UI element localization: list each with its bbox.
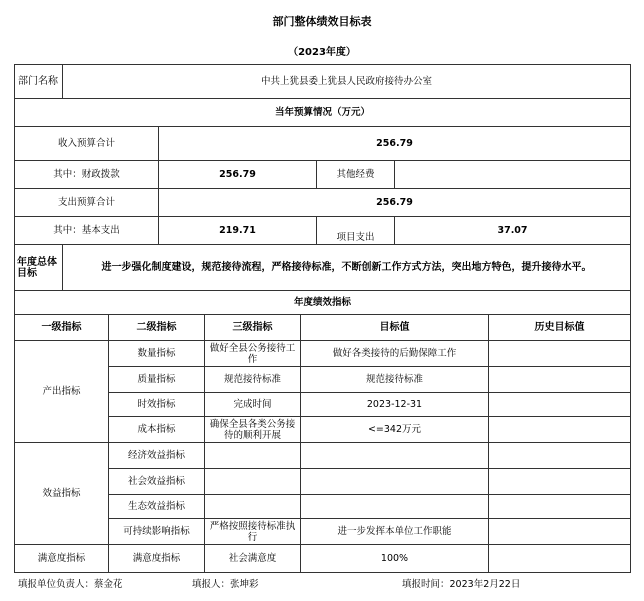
target-cell [301, 443, 489, 469]
footer-filler [192, 578, 259, 592]
expense-breakdown-row [15, 217, 631, 245]
budget-heading-row [15, 99, 631, 127]
annual-goal-text: 进一步强化制度建设，规范接待流程，严格接待标准，不断创新工作方式方法，突出地方特色，提升接待水平。 [63, 245, 631, 291]
target-cell: 2023-12-31 [301, 393, 489, 417]
level3-cell: 社会满意度 [205, 545, 301, 573]
indicators-heading-row [15, 291, 631, 315]
footer-fill-date-value: 2023年2月22日 [449, 579, 521, 590]
level2-cell: 质量指标 [109, 367, 205, 393]
target-cell [301, 495, 489, 519]
header-level1: 一级指标 [15, 315, 109, 341]
level2-cell: 可持续影响指标 [109, 519, 205, 545]
expense-total-value: 256.79 [159, 189, 631, 217]
header-level2: 二级指标 [109, 315, 205, 341]
level3-cell: 规范接待标准 [205, 367, 301, 393]
level3-cell [205, 469, 301, 495]
level3-cell [205, 495, 301, 519]
income-total-row [15, 127, 631, 161]
level2-cell: 生态效益指标 [109, 495, 205, 519]
header-level3: 三级指标 [205, 315, 301, 341]
other-funds-label: 其他经费 [317, 161, 395, 189]
form-year: （2023年度） [288, 47, 356, 58]
footer-fill-date-label: 填报时间： [402, 579, 450, 590]
history-cell [489, 443, 631, 469]
level1-output: 产出指标 [15, 341, 109, 443]
history-cell [489, 469, 631, 495]
expense-total-row [15, 189, 631, 217]
level2-cell: 满意度指标 [109, 545, 205, 573]
footer-unit-leader-label: 填报单位负责人： [18, 579, 95, 590]
fiscal-allocation-label: 其中：财政拨款 [15, 161, 159, 189]
table-row [15, 545, 631, 573]
level3-cell: 完成时间 [205, 393, 301, 417]
target-cell [301, 469, 489, 495]
level2-cell: 数量指标 [109, 341, 205, 367]
target-cell: 进一步发挥本单位工作职能 [301, 519, 489, 545]
fiscal-allocation-row [15, 161, 631, 189]
level3-cell: 严格按照接待标准执行 [205, 519, 301, 545]
indicators-header-row [15, 315, 631, 341]
header-history: 历史目标值 [489, 315, 631, 341]
department-row [15, 65, 631, 99]
annual-goal-label: 年度总体目标 [15, 245, 63, 291]
header-target: 目标值 [301, 315, 489, 341]
level1-benefit: 效益指标 [15, 443, 109, 545]
footer-unit-leader [18, 578, 123, 592]
expense-total-label: 支出预算合计 [15, 189, 159, 217]
annual-goal-row [15, 245, 631, 291]
level2-cell: 经济效益指标 [109, 443, 205, 469]
level3-cell: 做好全县公务接待工作 [205, 341, 301, 367]
history-cell [489, 417, 631, 443]
history-cell [489, 367, 631, 393]
level3-cell: 确保全县各类公务接待的顺利开展 [205, 417, 301, 443]
level2-cell: 成本指标 [109, 417, 205, 443]
history-cell [489, 393, 631, 417]
target-cell: <=342万元 [301, 417, 489, 443]
level3-cell [205, 443, 301, 469]
indicators-heading: 年度绩效指标 [15, 291, 631, 315]
income-total-value: 256.79 [159, 127, 631, 161]
performance-target-table [14, 64, 631, 573]
income-total-label: 收入预算合计 [15, 127, 159, 161]
table-row [15, 443, 631, 469]
form-footer [0, 578, 644, 592]
budget-heading: 当年预算情况（万元） [15, 99, 631, 127]
level2-cell: 社会效益指标 [109, 469, 205, 495]
target-cell: 规范接待标准 [301, 367, 489, 393]
table-body [15, 65, 631, 573]
history-cell [489, 519, 631, 545]
footer-filler-label: 填报人： [192, 579, 231, 590]
history-cell [489, 545, 631, 573]
level2-cell: 时效指标 [109, 393, 205, 417]
target-cell: 做好各类接待的后勤保障工作 [301, 341, 489, 367]
table-row [15, 341, 631, 367]
other-funds-value [395, 161, 631, 189]
project-expense-label: 项目支出 [317, 217, 395, 245]
basic-expense-label: 其中：基本支出 [15, 217, 159, 245]
fiscal-allocation-value: 256.79 [159, 161, 317, 189]
basic-expense-value: 219.71 [159, 217, 317, 245]
history-cell [489, 495, 631, 519]
footer-fill-date [402, 578, 520, 592]
form-title: 部门整体绩效目标表 [272, 15, 372, 28]
project-expense-value: 37.07 [395, 217, 631, 245]
footer-unit-leader-name: 蔡金花 [94, 579, 123, 590]
history-cell [489, 341, 631, 367]
footer-filler-name: 张坤彩 [230, 579, 259, 590]
level1-satisfaction: 满意度指标 [15, 545, 109, 573]
department-label: 部门名称 [15, 65, 63, 99]
department-name: 中共上犹县委上犹县人民政府接待办公室 [63, 65, 631, 99]
target-cell: 100% [301, 545, 489, 573]
